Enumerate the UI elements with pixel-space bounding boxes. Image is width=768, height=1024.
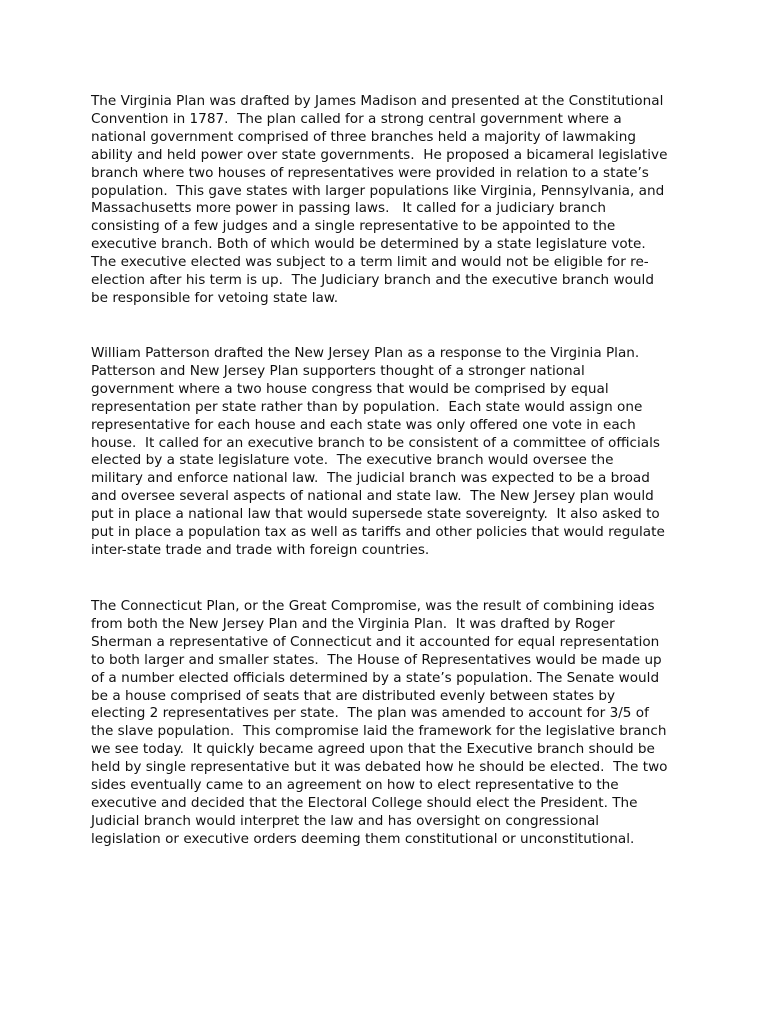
text-line: election after his term is up. The Judiciary branch and the executive branch would (91, 272, 654, 289)
text-line: Massachusetts more power in passing laws. It called for a judiciary branch (91, 200, 606, 217)
text-line: held by single representative but it was debated how he should be elected. The two (91, 759, 668, 776)
text-line: put in place a national law that would supersede state sovereignty. It also asked to (91, 506, 660, 523)
text-line: William Patterson drafted the New Jersey Plan as a response to the Virginia Plan. (91, 345, 640, 361)
paragraph-new-jersey-plan (91, 345, 691, 560)
text-line: sides eventually came to an agreement on how to elect representative to the (91, 777, 619, 794)
text-line: from both the New Jersey Plan and the Virginia Plan. It was drafted by Roger (91, 615, 615, 632)
text-line: and oversee several aspects of national and state law. The New Jersey plan would (91, 488, 654, 505)
text-line: electing 2 representatives per state. The plan was amended to account for 3/5 of (91, 705, 649, 722)
text-line: Convention in 1787. The plan called for a strong central government where a (91, 110, 622, 127)
text-line: The Virginia Plan was drafted by James Madison and presented at the Constitutional (91, 93, 664, 109)
text-line: government where a two house congress that would be comprised by equal (91, 380, 609, 397)
text-line: executive and decided that the Electoral College should elect the President. The (91, 794, 638, 811)
text-line: military and enforce national law. The judicial branch was expected to be a broad (91, 470, 650, 487)
text-line: inter-state trade and trade with foreign countries. (91, 541, 430, 558)
text-line: the slave population. This compromise laid the framework for the legislative branch (91, 723, 667, 740)
text-line: Judicial branch would interpret the law and has oversight on congressional (91, 812, 600, 829)
text-line: Patterson and New Jersey Plan supporters thought of a stronger national (91, 362, 585, 379)
text-line: The executive elected was subject to a term limit and would not be eligible for re- (91, 254, 649, 271)
text-line: be a house comprised of seats that are distributed evenly between states by (91, 687, 616, 704)
text-line: house. It called for an executive branch to be consistent of a committee of officials (91, 434, 660, 451)
text-line: of a number elected officials determined by a state’s population. The Senate would (91, 669, 660, 686)
text-line: Sherman a representative of Connecticut and it accounted for equal representation (91, 633, 660, 650)
text-line: elected by a state legislature vote. The executive branch would oversee the (91, 452, 614, 469)
text-line: to both larger and smaller states. The House of Representatives would be made up (91, 651, 662, 668)
text-line: ability and held power over state governments. He proposed a bicameral legislative (91, 146, 668, 163)
text-line: representation per state rather than by population. Each state would assign one (91, 398, 643, 415)
text-line: we see today. It quickly became agreed upon that the Executive branch should be (91, 741, 655, 758)
text-line: population. This gave states with larger populations like Virginia, Pennsylvania, and (91, 182, 665, 199)
paragraph-connecticut-plan (91, 598, 691, 849)
text-line: put in place a population tax as well as tariffs and other policies that would regulate (91, 524, 665, 541)
text-line: representative for each house and each state was only offered one vote in each (91, 416, 636, 433)
text-line: national government comprised of three branches held a majority of lawmaking (91, 128, 636, 145)
text-line: The Connecticut Plan, or the Great Compromise, was the result of combining ideas (91, 598, 655, 614)
text-line: be responsible for vetoing state law. (91, 289, 339, 306)
paragraph-virginia-plan (91, 93, 691, 308)
text-line: legislation or executive orders deeming them constitutional or unconstitutional. (91, 830, 635, 847)
text-line: executive branch. Both of which would be determined by a state legislature vote. (91, 236, 646, 253)
text-line: consisting of a few judges and a single representative to be appointed to the (91, 218, 616, 235)
text-line: branch where two houses of representatives were provided in relation to a state’s (91, 164, 649, 181)
